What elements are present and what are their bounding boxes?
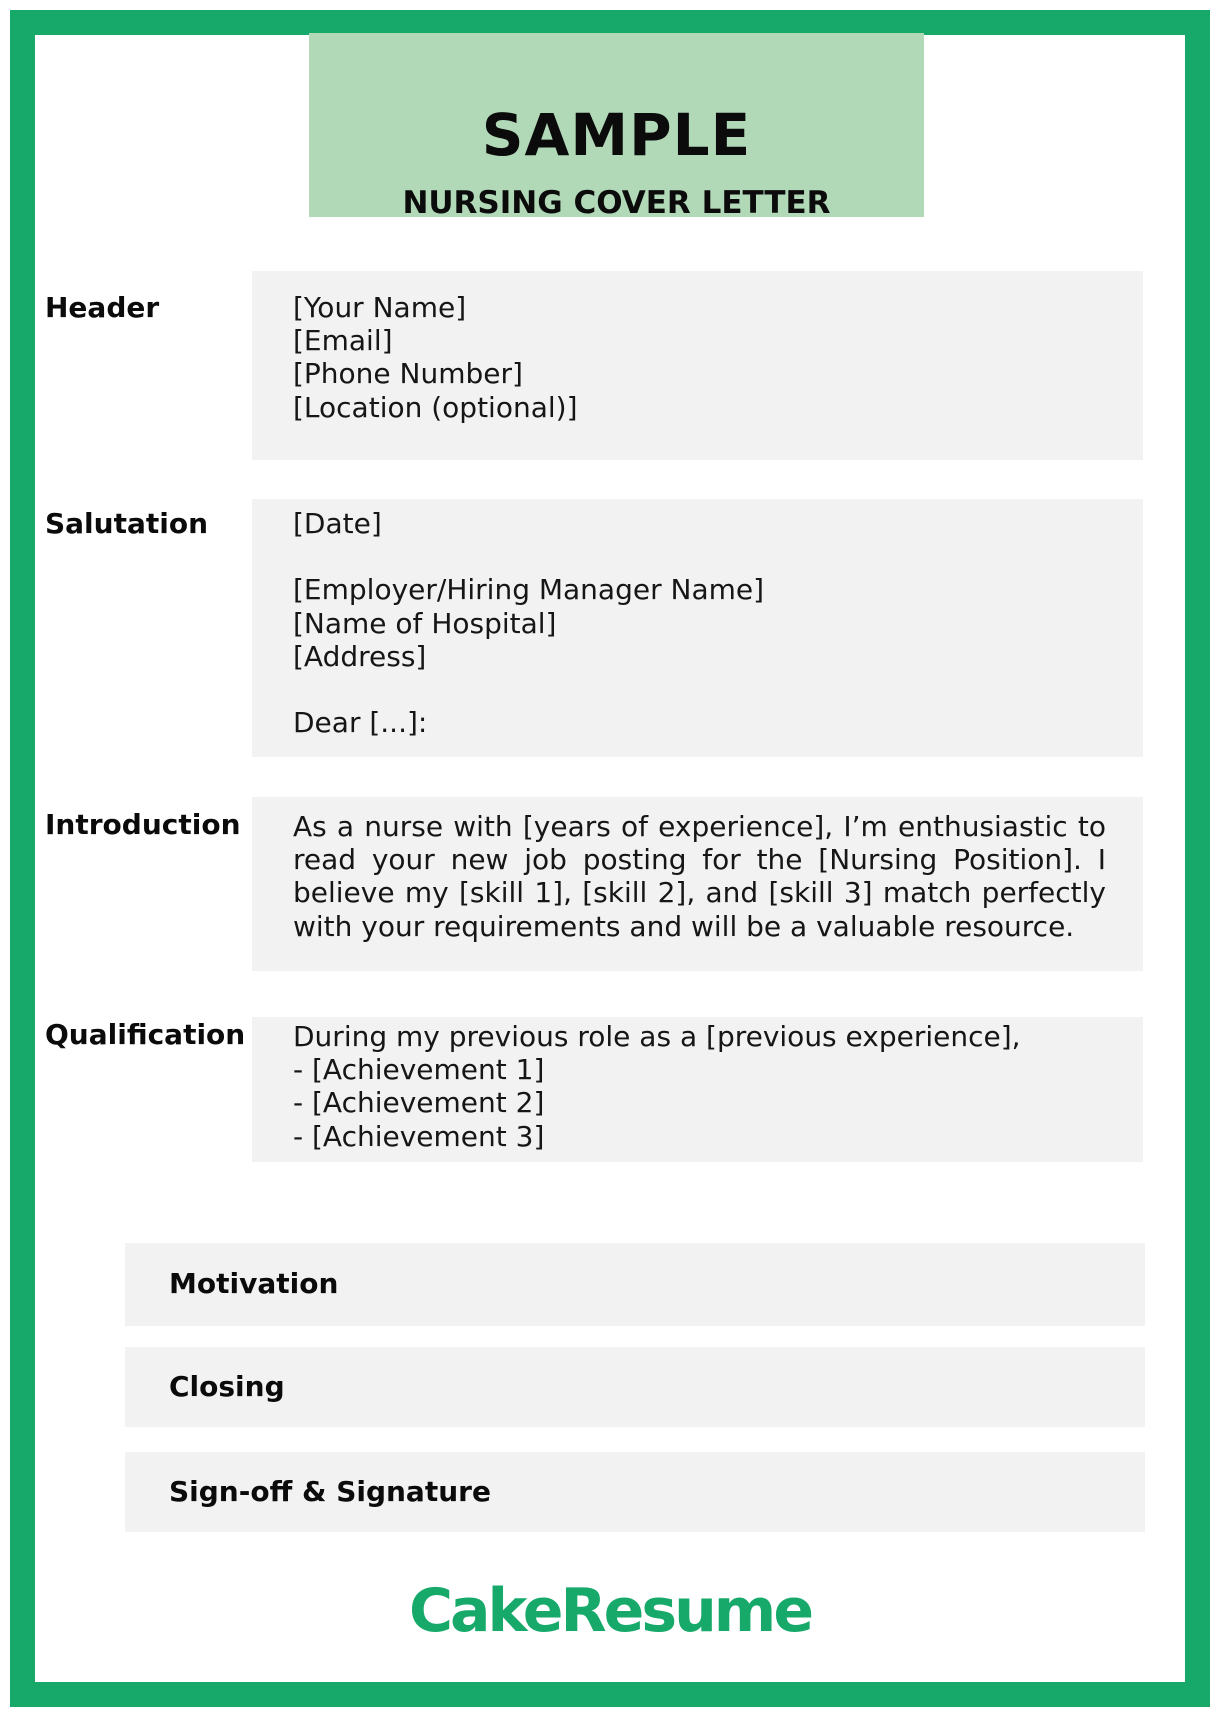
page-subtitle: NURSING COVER LETTER bbox=[402, 185, 831, 221]
salutation-line bbox=[293, 673, 1106, 706]
salutation-line: Dear [...]: bbox=[293, 706, 428, 740]
section-label-header: Header bbox=[45, 291, 160, 324]
closing-box bbox=[125, 1347, 1145, 1427]
signoff-box bbox=[125, 1452, 1145, 1532]
page-title: SAMPLE bbox=[481, 101, 752, 169]
introduction-content-box bbox=[252, 797, 1143, 971]
header-line: [Your Name] bbox=[293, 291, 467, 324]
header-content-box bbox=[252, 271, 1143, 460]
section-label-signoff: Sign-off & Signature bbox=[169, 1475, 491, 1508]
salutation-line: [Name of Hospital] bbox=[293, 606, 557, 640]
qualification-line: During my previous role as a [previous experience], bbox=[293, 1020, 1021, 1053]
motivation-box bbox=[125, 1243, 1145, 1326]
cakeresume-logo: CakeResume bbox=[408, 1576, 812, 1646]
salutation-line: [Address] bbox=[293, 639, 427, 673]
qualification-content bbox=[293, 1020, 1106, 1153]
salutation-line: [Date] bbox=[293, 507, 382, 540]
qualification-line: - [Achievement 1] bbox=[293, 1053, 545, 1087]
salutation-line: [Employer/Hiring Manager Name] bbox=[293, 573, 765, 607]
qualification-line: - [Achievement 3] bbox=[293, 1119, 545, 1153]
header-content bbox=[293, 291, 1106, 424]
section-label-salutation: Salutation bbox=[45, 507, 209, 540]
header-line: [Location (optional)] bbox=[293, 390, 578, 424]
qualification-content-box bbox=[252, 1017, 1143, 1162]
introduction-content: As a nurse with [years of experience], I’m enthusiastic to read your new job posting for the [Nursing Position]. I believe my [skill 1], [skill 2], and [skill 3] match perfectly with your requirements and will be a valuable resource. bbox=[293, 810, 1106, 943]
header-line: [Email] bbox=[293, 324, 393, 358]
section-label-introduction: Introduction bbox=[45, 808, 241, 841]
qualification-line: - [Achievement 2] bbox=[293, 1086, 545, 1120]
salutation-content bbox=[293, 507, 1106, 739]
section-label-motivation: Motivation bbox=[169, 1267, 339, 1300]
header-line: [Phone Number] bbox=[293, 357, 523, 391]
section-label-closing: Closing bbox=[169, 1370, 285, 1403]
section-label-qualification: Qualification bbox=[45, 1018, 246, 1051]
title-banner bbox=[309, 33, 924, 221]
salutation-line bbox=[293, 540, 1106, 573]
salutation-content-box bbox=[252, 499, 1143, 757]
